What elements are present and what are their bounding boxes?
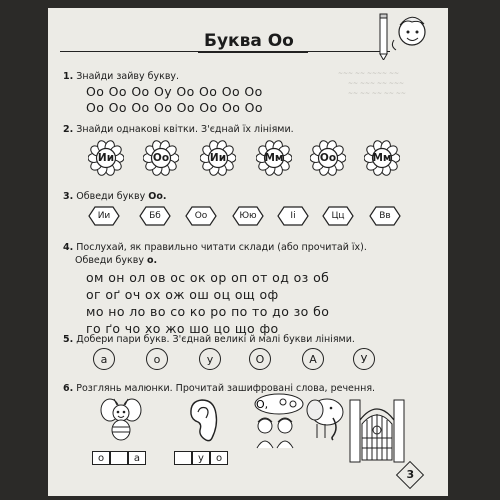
task-3-text: Обведи букву — [76, 191, 146, 202]
bleed-through-text: ~~ ~~ ~~ ~~ ~~ — [348, 90, 406, 97]
letter-circle-3[interactable]: у — [199, 348, 221, 370]
flower-label: Ии — [209, 152, 227, 164]
flower-5[interactable] — [310, 140, 346, 176]
letter-circle-1[interactable]: а — [93, 348, 115, 370]
title-underline — [198, 28, 308, 53]
task-5-number: 5. — [63, 334, 74, 345]
flower-label: Ии — [97, 152, 115, 164]
syllable-row-1: ом он ол ов ос ок ор оп от од оз об — [86, 270, 330, 285]
hexagon-1[interactable] — [88, 206, 120, 226]
letter-circle-5[interactable]: А — [302, 348, 324, 370]
task-6-number: 6. — [63, 383, 74, 394]
letter-circle-4[interactable]: О — [249, 348, 271, 370]
flower-label: Мм — [264, 152, 284, 164]
pencil-boy-icon — [378, 10, 438, 60]
task-4-number: 4. — [63, 242, 74, 253]
page-number-badge — [396, 461, 424, 489]
word-cell[interactable] — [110, 451, 128, 465]
task-1-text: Знайди зайву букву. — [76, 71, 180, 82]
page-title: Буква Оо — [204, 31, 294, 51]
flower-6[interactable] — [364, 140, 400, 176]
hexagon-3[interactable] — [185, 206, 217, 226]
hexagon-4[interactable] — [232, 206, 264, 226]
task-1-instruction — [63, 70, 179, 83]
task-5-text: Добери пари букв. З'єднай великі й малі букви лініями. — [76, 334, 355, 345]
task-2-text: Знайди однакові квітки. З'єднай їх лініями. — [76, 124, 294, 135]
flower-2[interactable] — [143, 140, 179, 176]
bleed-through-text: ~~ ~~~ ~~ ~~~ — [348, 80, 404, 87]
task-4-letter: о. — [147, 255, 158, 266]
letter-circle-2[interactable]: о — [146, 348, 168, 370]
task-2-number: 2. — [63, 124, 74, 135]
word-cell[interactable] — [174, 451, 192, 465]
task-6-text: Розглянь малюнки. Прочитай зашифровані слова, речення. — [76, 383, 376, 394]
task-2-instruction — [63, 123, 294, 136]
task-4-text-2: Обведи букву — [75, 255, 144, 266]
word-cell[interactable]: у — [192, 451, 210, 465]
flower-label: Мм — [372, 152, 392, 164]
hexagon-label: Ии — [97, 211, 111, 221]
task-3-number: 3. — [63, 191, 74, 202]
task-5-instruction — [63, 333, 355, 346]
syllable-row-4: го ґо чо хо жо шо цо що фо — [86, 321, 279, 336]
hexagon-label: Іі — [290, 211, 296, 221]
word-cell[interactable]: о — [210, 451, 228, 465]
flower-1[interactable] — [88, 140, 124, 176]
hexagon-2[interactable] — [139, 206, 171, 226]
task-4-instruction — [63, 241, 433, 267]
elephant-drawing — [303, 392, 353, 442]
syllable-row-2: ог оґ оч ох ож ош оц ощ оф — [86, 287, 279, 302]
workbook-page — [48, 8, 448, 496]
hexagon-label: Юю — [239, 211, 257, 221]
letter-circle-6[interactable]: У — [353, 348, 375, 370]
hexagon-5[interactable] — [277, 206, 309, 226]
ear-drawing — [184, 396, 224, 444]
hexagon-label: Вв — [379, 211, 391, 221]
flower-4[interactable] — [256, 140, 292, 176]
task-3-letter: Оо. — [148, 191, 167, 202]
word-cell[interactable]: о — [92, 451, 110, 465]
task-1-number: 1. — [63, 71, 74, 82]
hexagon-label: Бб — [149, 211, 161, 221]
hexagon-7[interactable] — [369, 206, 401, 226]
bee-drawing — [96, 396, 146, 444]
task-1-row-2: Оо Оо Оо Оо Оо Оо Оо Оо — [86, 100, 263, 115]
task-1-row-1: Оо Оо Оо Оу Оо Оо Оо Оо — [86, 84, 263, 99]
hexagon-label: Оо — [194, 211, 208, 221]
bleed-through-text: ~~~ ~~ ~~~~ ~~ — [338, 70, 400, 77]
flower-label: Оо — [152, 152, 170, 164]
svg-text:О,: О, — [256, 398, 269, 411]
flower-label: Оо — [319, 152, 337, 164]
zoo-gate-drawing — [348, 394, 408, 464]
task-4-text: Послухай, як правильно читати склади (або прочитай їх). — [76, 242, 367, 253]
syllable-row-3: мо но ло во со ко ро по то до зо бо — [86, 304, 330, 319]
flower-3[interactable] — [200, 140, 236, 176]
page-number: 3 — [406, 468, 415, 482]
hexagon-label: Цц — [331, 211, 345, 221]
word-cell[interactable]: а — [128, 451, 146, 465]
hexagon-6[interactable] — [322, 206, 354, 226]
task-3-instruction — [63, 190, 167, 203]
